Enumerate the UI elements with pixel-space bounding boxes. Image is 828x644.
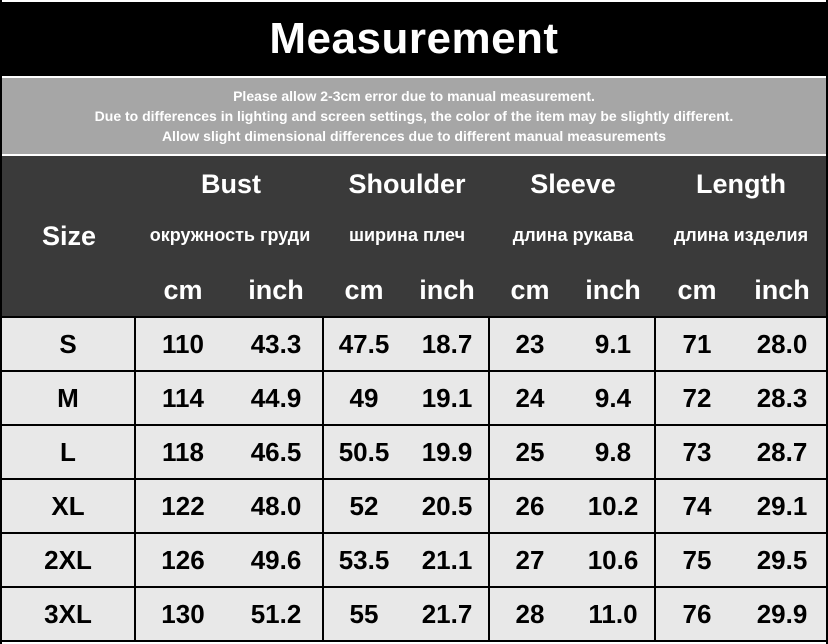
group-header-length: Length (696, 168, 786, 199)
value-cell: 11.0 (588, 598, 638, 629)
value-cell: 43.3 (250, 328, 302, 359)
value-cell: 75 (682, 544, 712, 575)
value-cell: 28.0 (756, 328, 808, 359)
value-cell: 23 (515, 328, 545, 359)
size-cell: 2XL (2, 534, 136, 586)
value-cell: 28 (515, 598, 545, 629)
value-cell: 130 (161, 598, 205, 629)
size-header: Size (41, 220, 97, 251)
value-cell: 46.5 (250, 436, 302, 467)
page-title: Measurement (269, 14, 559, 63)
table-bottom-border (2, 640, 826, 642)
value-cell: 20.5 (421, 490, 473, 521)
notice-line: Please allow 2-3cm error due to manual measurement. (233, 88, 595, 104)
value-cell: 126 (161, 544, 205, 575)
value-cell: 74 (682, 490, 712, 521)
value-cell: 55 (349, 598, 379, 629)
size-cell: L (2, 426, 136, 478)
table-header (2, 156, 826, 316)
unit-header: cm (510, 274, 550, 305)
value-cell: 9.4 (594, 382, 632, 413)
value-cell: 28.3 (756, 382, 808, 413)
table-row (2, 370, 826, 424)
value-cell: 71 (682, 328, 712, 359)
value-cell: 122 (161, 490, 205, 521)
group-subheader-shoulder: ширина плеч (348, 225, 466, 245)
unit-header: inch (754, 274, 810, 305)
value-cell: 9.1 (594, 328, 632, 359)
value-cell: 24 (515, 382, 545, 413)
size-cell: S (2, 318, 136, 370)
value-cell: 114 (162, 382, 204, 413)
notice-box (2, 78, 826, 154)
group-subheader-length: длина изделия (673, 225, 809, 245)
title-bar (2, 2, 826, 78)
value-cell: 21.1 (421, 544, 473, 575)
value-cell: 10.6 (587, 544, 639, 575)
value-cell: 10.2 (587, 490, 639, 521)
unit-header: inch (585, 274, 641, 305)
value-cell: 19.1 (421, 382, 473, 413)
value-cell: 44.9 (250, 382, 302, 413)
group-subheader-sleeve: длина рукава (512, 225, 634, 245)
table-row (2, 478, 826, 532)
notice-line: Due to differences in lighting and screen settings, the color of the item may be slightly different. (94, 108, 734, 124)
value-cell: 28.7 (756, 436, 808, 467)
value-cell: 18.7 (421, 328, 473, 359)
unit-header: inch (248, 274, 304, 305)
value-cell: 73 (682, 436, 712, 467)
value-cell: 19.9 (421, 436, 473, 467)
unit-header: inch (419, 274, 475, 305)
value-cell: 29.1 (756, 490, 808, 521)
group-header-bust: Bust (201, 168, 261, 199)
size-cell: XL (2, 480, 136, 532)
value-cell: 49.6 (250, 544, 302, 575)
table-row (2, 424, 826, 478)
value-cell: 49 (349, 382, 379, 413)
notice-line: Allow slight dimensional differences due to different manual measurements (161, 128, 667, 144)
unit-header: cm (677, 274, 717, 305)
value-cell: 21.7 (421, 598, 473, 629)
value-cell: 110 (162, 328, 204, 359)
size-cell: M (2, 372, 136, 424)
value-cell: 52 (349, 490, 379, 521)
value-cell: 25 (515, 436, 545, 467)
value-cell: 50.5 (338, 436, 390, 467)
value-cell: 29.9 (756, 598, 808, 629)
value-cell: 29.5 (756, 544, 808, 575)
table-row (2, 586, 826, 640)
unit-header: cm (344, 274, 384, 305)
value-cell: 53.5 (338, 544, 390, 575)
value-cell: 76 (682, 598, 712, 629)
value-cell: 27 (515, 544, 545, 575)
value-cell: 26 (515, 490, 545, 521)
group-subheader-bust: окружность груди (149, 225, 311, 245)
table-row (2, 532, 826, 586)
value-cell: 51.2 (250, 598, 302, 629)
value-cell: 9.8 (594, 436, 632, 467)
value-cell: 72 (682, 382, 712, 413)
size-cell: 3XL (2, 588, 136, 640)
table-row (2, 318, 826, 370)
unit-header: cm (163, 274, 203, 305)
group-header-shoulder: Shoulder (348, 168, 466, 199)
value-cell: 48.0 (250, 490, 302, 521)
value-cell: 47.5 (338, 328, 390, 359)
value-cell: 118 (162, 436, 204, 467)
table-body (2, 316, 826, 640)
group-header-sleeve: Sleeve (530, 168, 616, 199)
